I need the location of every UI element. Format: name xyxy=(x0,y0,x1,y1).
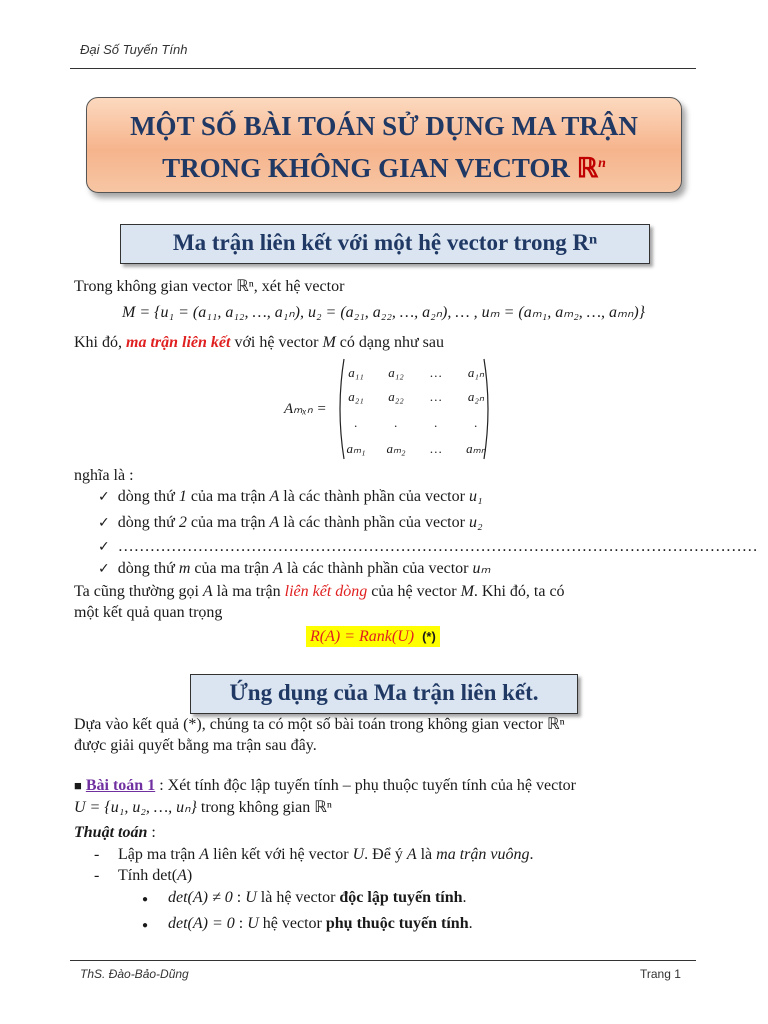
algo-colon: : xyxy=(147,824,156,841)
algo-title-line xyxy=(74,823,156,843)
bullet-text-b: của ma trận xyxy=(186,488,270,505)
bai-toan-1-label: Bài toán 1 xyxy=(85,777,156,794)
khido-M: M xyxy=(322,334,336,351)
title-line-1: MỘT SỐ BÀI TOÁN SỬ DỤNG MA TRẬN xyxy=(130,111,638,141)
footer-rule xyxy=(70,960,696,961)
bullet-item xyxy=(98,559,490,579)
intro-line xyxy=(74,277,344,297)
title-line-2-text: TRONG KHÔNG GIAN VECTOR xyxy=(162,153,577,183)
title-box xyxy=(86,97,682,193)
bullet-text-a: dòng thứ xyxy=(117,560,179,577)
step-part-b: ) xyxy=(186,867,193,884)
case-result: độc lập tuyến tính xyxy=(339,889,463,906)
step-part-u: U xyxy=(352,846,365,863)
para-highlight: liên kết dòng xyxy=(284,583,368,600)
bai-toan-1-line xyxy=(74,776,576,796)
key-formula-text: R(A) = Rank(U) xyxy=(310,628,415,645)
algo-step xyxy=(94,845,533,865)
footer-page: Trang 1 xyxy=(640,967,681,981)
key-formula xyxy=(306,626,440,647)
matrix-cell: … xyxy=(430,365,442,380)
matrix-cell: … xyxy=(430,441,442,456)
matrix xyxy=(334,357,494,461)
case-sep: : xyxy=(234,915,248,932)
matrix-cell: aₘ₁ xyxy=(346,441,366,456)
matrix-cell: a₁ₙ xyxy=(467,365,485,380)
bullet-vector: u₁ xyxy=(468,488,483,505)
bullet-row-index: m xyxy=(178,560,191,577)
khido-text-a: Khi đó, xyxy=(74,334,126,351)
nghiala: nghĩa là : xyxy=(74,467,134,484)
para-line-1 xyxy=(74,582,696,602)
case-condition: det(A) = 0 xyxy=(168,915,235,932)
bullet-text-a: dòng thứ xyxy=(117,488,179,505)
algo-step xyxy=(94,866,192,886)
bai-toan-1-text-b: trong không gian xyxy=(196,799,315,816)
para-text-c: của hệ vector xyxy=(367,583,461,600)
bullet-vector: u₂ xyxy=(468,514,483,531)
s2-p1-rn: ℝⁿ xyxy=(547,716,565,733)
case-text: hệ vector xyxy=(258,915,326,932)
matrix-cell: . xyxy=(354,415,358,430)
bullet-item xyxy=(98,537,758,557)
section-2-heading: Ứng dụng của Ma trận liên kết. xyxy=(190,674,578,714)
bullet-row-index: 2 xyxy=(178,514,187,531)
intro-rn: ℝⁿ xyxy=(236,278,254,295)
para-M: M xyxy=(460,583,474,600)
khido-text-c: có dạng như sau xyxy=(335,334,444,351)
step-part-a2: A xyxy=(406,846,417,863)
key-formula-box xyxy=(306,628,440,646)
matrix-cell: a₁₂ xyxy=(388,365,404,380)
step-part-d: là xyxy=(416,846,437,863)
bai-toan-1-line-2 xyxy=(74,798,332,818)
khido-line xyxy=(74,333,444,353)
step-part-e: . xyxy=(529,846,534,863)
check-icon: ✓ xyxy=(98,561,110,577)
check-icon: ✓ xyxy=(98,489,110,505)
khido-highlight: ma trận liên kết xyxy=(126,334,231,351)
bullet-dot-icon: ● xyxy=(142,920,149,931)
title-line-2 xyxy=(87,145,681,187)
step-dash: - xyxy=(94,867,100,884)
para-text-a: Ta cũng thường gọi xyxy=(74,583,203,600)
case-result: phụ thuộc tuyến tính xyxy=(325,915,469,932)
bullet-text-c: là các thành phần của vector xyxy=(279,514,469,531)
key-mark: (*) xyxy=(422,629,436,644)
bullet-text-c: là các thành phần của vector xyxy=(282,560,473,577)
matrix-label: Aₘₓₙ = xyxy=(284,401,327,417)
header-rule xyxy=(70,68,696,69)
para-text-b: là ma trận xyxy=(212,583,285,600)
matrix-cell: a₁₁ xyxy=(348,365,364,380)
bullet-text-b: của ma trận xyxy=(190,560,274,577)
case-U: U xyxy=(245,889,257,906)
s2-para-1 xyxy=(74,715,565,735)
matrix-cell: aₘₙ xyxy=(466,441,486,456)
bullet-matrix-A: A xyxy=(269,514,280,531)
para-text-d: . Khi đó, ta có xyxy=(473,583,565,600)
bullet-text-c: là các thành phần của vector xyxy=(279,488,469,505)
bullet-text-a: ………………………………………………………………………………………………………… xyxy=(117,538,758,555)
bullet-text-a: dòng thứ xyxy=(117,514,179,531)
case-end: . xyxy=(468,915,473,932)
case-sep: : xyxy=(232,889,246,906)
header-title: Đại Số Tuyến Tính xyxy=(80,42,188,57)
intro-text-b: , xét hệ vector xyxy=(253,278,345,295)
matrix-cell: aₘ₂ xyxy=(386,441,406,456)
section-1-heading: Ma trận liên kết với một hệ vector trong Rⁿ xyxy=(120,224,650,264)
step-part-b: liên kết với hệ vector xyxy=(209,846,353,863)
case-text: là hệ vector xyxy=(256,889,340,906)
step-part-it: ma trận vuông xyxy=(436,846,530,863)
algo-case xyxy=(142,914,473,936)
step-part-a: Tính det( xyxy=(118,867,178,884)
para-line-2: một kết quả quan trọng xyxy=(74,604,223,621)
bullet-vector: uₘ xyxy=(472,560,491,577)
matrix-cell: . xyxy=(394,415,398,430)
s2-p1-text: Dựa vào kết quả (*), chúng ta có một số bài toán trong không gian vector xyxy=(74,716,547,733)
para-A: A xyxy=(202,583,213,600)
bullet-item xyxy=(98,487,483,507)
matrix-cell: a₂₂ xyxy=(388,389,404,404)
matrix-cell: . xyxy=(434,415,438,430)
bai-toan-1-rn: ℝⁿ xyxy=(314,799,332,816)
matrix-cell: a₂ₙ xyxy=(467,389,485,404)
check-icon: ✓ xyxy=(98,539,110,555)
title-rn-sup: n xyxy=(598,156,606,171)
matrix-cell: a₂₁ xyxy=(348,389,364,404)
matrix-cell: . xyxy=(474,415,478,430)
bullet-text-b: của ma trận xyxy=(186,514,270,531)
step-dash: - xyxy=(94,846,100,863)
step-part-c: . Để ý xyxy=(364,846,407,863)
case-U: U xyxy=(247,915,259,932)
footer-author: ThS. Đào-Bảo-Dũng xyxy=(80,967,189,981)
bai-toan-1-text: : Xét tính độc lập tuyến tính – phụ thuộc tuyến tính của hệ vector xyxy=(155,777,576,794)
check-icon: ✓ xyxy=(98,515,110,531)
step-part-a: A xyxy=(199,846,210,863)
algo-case xyxy=(142,888,467,910)
case-condition: det(A) ≠ 0 xyxy=(168,889,233,906)
set-formula: M = {u₁ = (a₁₁, a₁₂, …, a₁ₙ), u₂ = (a₂₁, a₂₂, …, a₂ₙ), … , uₘ = (aₘ₁, aₘ₂, …, aₘₙ)} xyxy=(122,304,646,321)
bullet-item xyxy=(98,513,483,533)
algo-title: Thuật toán xyxy=(74,824,148,841)
bullet-square-icon: ■ xyxy=(74,778,82,793)
title-rn: ℝ xyxy=(576,153,599,183)
matrix-cell: … xyxy=(430,389,442,404)
step-part-a: Lập ma trận xyxy=(118,846,200,863)
bai-toan-1-set: U = {u₁, u₂, …, uₙ} xyxy=(74,799,197,816)
bullet-matrix-A: A xyxy=(269,488,280,505)
case-end: . xyxy=(462,889,467,906)
bullet-row-index: 1 xyxy=(178,488,187,505)
khido-text-b: với hệ vector xyxy=(230,334,323,351)
bullet-matrix-A: A xyxy=(273,560,283,577)
s2-para-2: được giải quyết bằng ma trận sau đây. xyxy=(74,737,317,754)
intro-text-a: Trong không gian vector xyxy=(74,278,237,295)
bullet-dot-icon: ● xyxy=(142,894,149,905)
step-part-a: A xyxy=(177,867,187,884)
